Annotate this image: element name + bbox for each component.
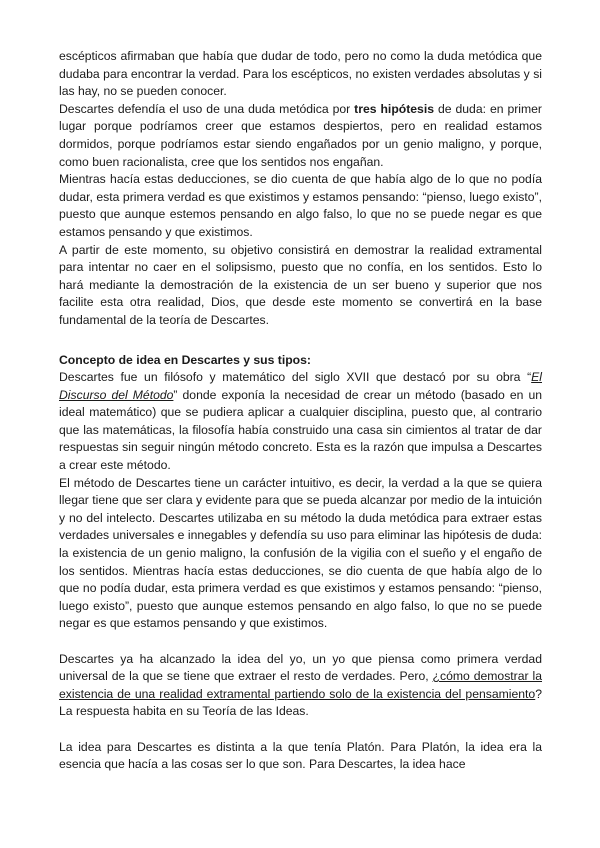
underlined-question-link[interactable]: ¿cómo demostrar la existencia de una realidad extramental partiendo solo de la existencia del pensamiento [59,669,542,701]
section-heading: Concepto de idea en Descartes y sus tipos: [59,352,311,367]
paragraph-metodo-intuitivo: El método de Descartes tiene un carácter intuitivo, es decir, la verdad a la que se quiera llegar tiene que ser clara y evidente para que se pueda alcanzar por medio de la intuición y no del intelecto. Descartes utilizaba en su método la duda metódica para extraer estas verdades universales e innegables y defendía su uso para eliminar las hipótesis de duda: la existencia de un genio maligno, la confusión de la vigilia con el sueño y el engaño de los sentidos. Mientras hacía estas deducciones, se dio cuenta de que había algo de lo que no podía dudar, esta primera verdad es que existimos y estamos pensando: “pienso, luego existo”, puesto que aunque estemos pensando en algo falso, lo que no se puede negar es que estamos pensando y que existimos. [59,475,542,631]
paragraph-idea-del-yo [59,651,542,721]
paragraph-text: Descartes fue un filósofo y matemático del siglo XVII que destacó por su obra “ [59,370,532,385]
paragraph-realidad-extramental: A partir de este momento, su objetivo consistirá en demostrar la realidad extramental para intentar no caer en el solipsismo, puesto que no confía, en los sentidos. Esto lo hará mediante la demostración de la existencia de un ser bueno y superior que nos facilite esta otra realidad, Dios, que desde este momento se convertirá en la base fundamental de la teoría de Descartes. [59,242,542,327]
paragraph-tres-hipotesis [59,101,542,171]
paragraph-discurso-del-metodo [59,369,542,475]
paragraph-idea-platon: La idea para Descartes es distinta a la que tenía Platón. Para Platón, la idea era la esencia que hacía a las cosas ser lo que son. Para Descartes, la idea hace [59,739,542,772]
paragraph-text: Descartes ya ha alcanzado la idea del yo, un yo que piensa como primera verdad universal de la que se tiene que extraer el resto de verdades. Pero, [59,651,542,684]
book-title-link[interactable]: El Discurso del Método [59,370,542,402]
paragraph-text: Descartes defendía el uso de una duda metódica por [59,101,355,116]
paragraph-escepticos: escépticos afirmaban que había que dudar de todo, pero no como la duda metódica que dudaba para encontrar la verdad. Para los escépticos, no existen verdades absolutas y si las hay, no se pueden conocer. [59,49,542,99]
paragraph-text: de duda: en primer lugar porque podríamos creer que estamos despiertos, pero en realidad estamos dormidos, porque podríamos estar siendo engañados por un genio maligno, y porque, como buen racionalista, cree que los sentidos nos engañan. [59,101,542,169]
paragraph-pienso-luego-existo: Mientras hacía estas deducciones, se dio cuenta de que había algo de lo que no podía dudar, esta primera verdad es que existimos y estamos pensando: “pienso, luego existo”, puesto que aunque estemos pensando en algo falso, lo que no se puede negar es que estamos pensando y que existimos. [59,172,542,239]
bold-term: tres hipótesis [354,101,434,116]
paragraph-text: ” donde exponía la necesidad de crear un método (basado en un ideal matemático) que se pudiera aplicar a cualquier disciplina, puesto que, al contrario que las matemáticas, la filosofía había construido una casa sin cimientos al tratar de dar respuestas sin seguir ningún método concreto. Esta es la razón que impulsa a Descartes a crear este método. [59,387,542,473]
paragraph-text: ? La respuesta habita en su Teoría de las Ideas. [59,686,542,719]
